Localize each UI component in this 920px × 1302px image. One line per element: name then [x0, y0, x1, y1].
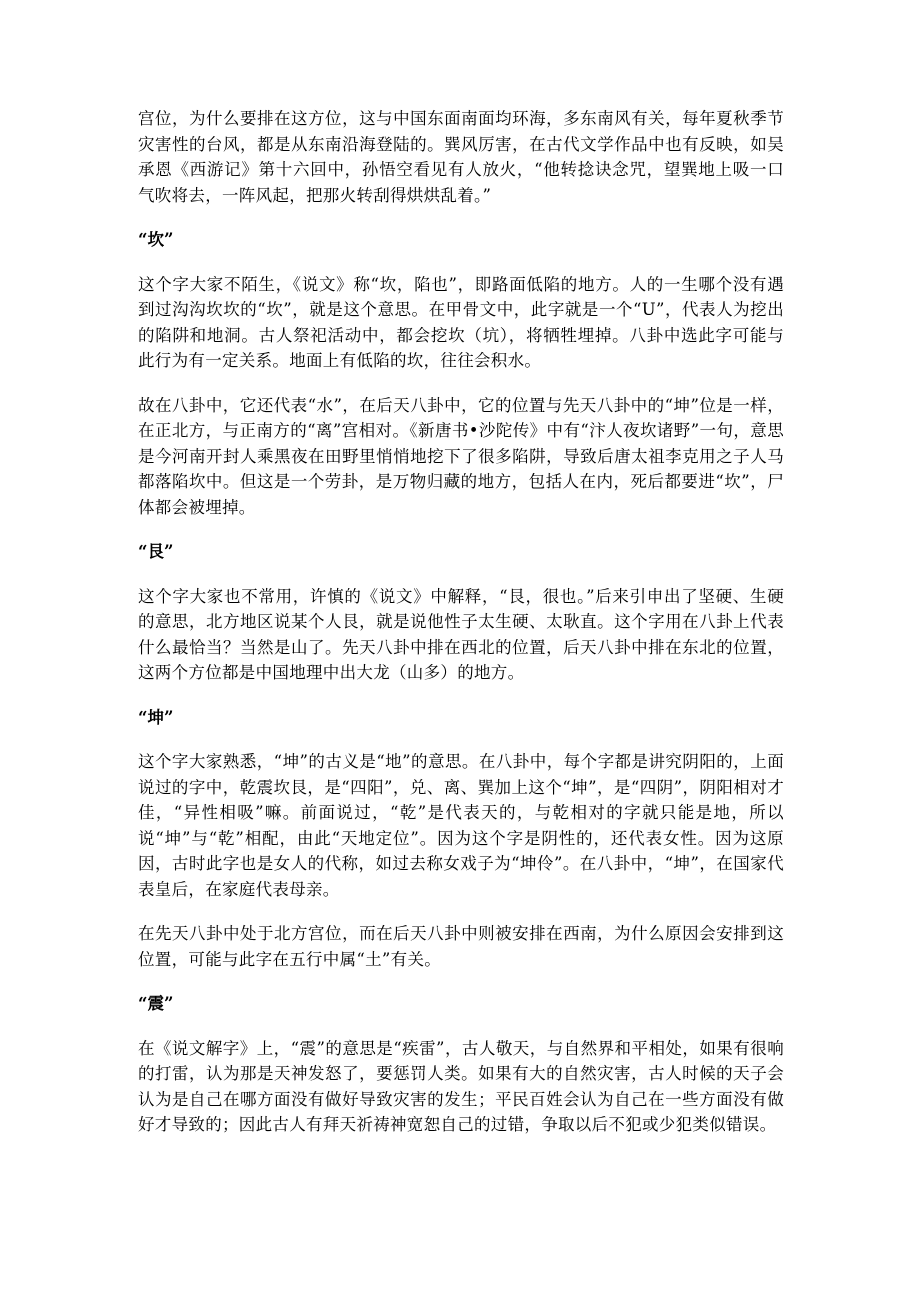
- paragraph: 这个字大家也不常用，许慎的《说文》中解释，“艮，很也。”后来引申出了坚硬、生硬的意思，北方地区说某个人艮，就是说他性子太生硬、太耿直。这个字用在八卦上代表什么最恰当？当然是山了。先天八卦中排在西北的位置，后天八卦中排在东北的位置，这两个方位都是中国地理中出大龙（山多）的地方。: [138, 586, 784, 682]
- paragraph: 故在八卦中，它还代表“水”，在后天八卦中，它的位置与先天八卦中的“坤”位是一样，在正北方，与正南方的“离”宫相对。《新唐书•沙陀传》中有“汴人夜坎诸野”一句，意思是今河南开封人乘黑夜在田野里悄悄地挖下了很多陷阱，导致后唐太祖李克用之子人马都落陷坎中。但这是一个劳卦，是万物归藏的地方，包括人在内，死后都要进“坎”，尸体都会被埋掉。: [138, 395, 784, 517]
- section-heading-zhen: “震”: [138, 994, 174, 1013]
- section-heading-gen: “艮”: [138, 542, 174, 561]
- document-page: [138, 106, 784, 1157]
- paragraph: 在先天八卦中处于北方宫位，而在后天八卦中则被安排在西南，为什么原因会安排到这位置，可能与此字在五行中属“土”有关。: [138, 924, 784, 969]
- section-heading-kun: “坤”: [138, 707, 174, 727]
- paragraph: 宫位，为什么要排在这方位，这与中国东面南面均环海，多东南风有关，每年夏秋季节灾害性的台风，都是从东南沿海登陆的。巽风厉害，在古代文学作品中也有反映，如吴承恩《西游记》第十六回中，孙悟空看见有人放火，“他转捻诀念咒，望巽地上吸一口气吹将去，一阵风起，把那火转刮得烘烘乱着。”: [138, 109, 784, 205]
- paragraph: 在《说文解字》上，“震”的意思是“疾雷”，古人敬天，与自然界和平相处，如果有很响的打雷，认为那是天神发怒了，要惩罚人类。如果有大的自然灾害，古人时候的天子会认为是自己在哪方面没有做好导致灾害的发生；平民百姓会认为自己在一些方面没有做好才导致的；因此古人有拜天祈祷神宽恕自己的过错，争取以后不犯或少犯类似错误。: [138, 1038, 784, 1134]
- paragraph: 这个字大家不陌生，《说文》称“坎，陷也”，即路面低陷的地方。人的一生哪个没有遇到过沟沟坎坎的“坎”，就是这个意思。在甲骨文中，此字就是一个“U”，代表人为挖出的陷阱和地洞。古人祭祀活动中，都会挖坎（坑），将牺牲埋掉。八卦中选此字可能与此行为有一定关系。地面上有低陷的坎，往往会积水。: [138, 274, 784, 370]
- paragraph: 这个字大家熟悉，“坤”的古义是“地”的意思。在八卦中，每个字都是讲究阴阳的，上面说过的字中，乾震坎艮，是“四阳”，兑、离、巽加上这个“坤”，是“四阴”，阴阳相对才佳，“异性相吸”嘛。前面说过，“乾”是代表天的，与乾相对的字就只能是地，所以说“坤”与“乾”相配，由此“天地定位”。因为这个字是阴性的，还代表女性。因为这原因，古时此字也是女人的代称，如过去称女戏子为“坤伶”。在八卦中，“坤”，在国家代表皇后，在家庭代表母亲。: [138, 752, 784, 899]
- section-heading-kan: “坎”: [138, 230, 174, 249]
